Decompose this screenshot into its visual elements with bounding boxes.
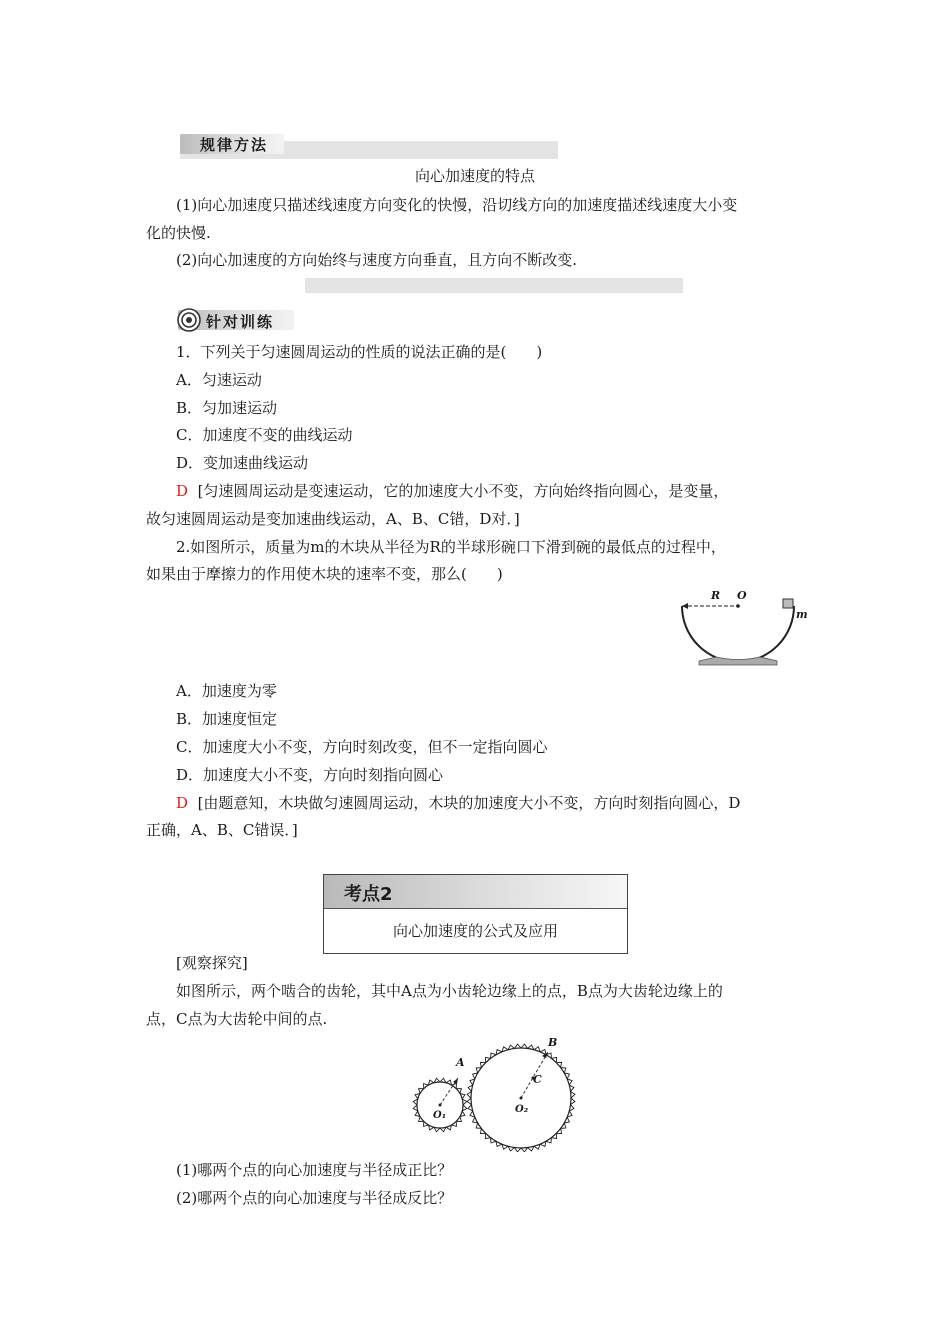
observe-heading: [观察探究] (176, 954, 248, 972)
observe-text-line2: 点，C点为大齿轮中间的点. (146, 1010, 328, 1028)
rule-title: 向心加速度的特点 (414, 167, 535, 185)
q1-answer: D (176, 482, 189, 500)
observe-text-line1: 如图所示，两个啮合的齿轮，其中A点为小齿轮边缘上的点，B点为大齿轮边缘上的 (176, 982, 723, 1000)
q2-option-c: C．加速度大小不变，方向时刻改变，但不一定指向圆心 (176, 738, 548, 756)
kaodian-box (323, 874, 628, 954)
gear-label-o1: O₁ (433, 1110, 447, 1121)
q1-stem: 1．下列关于匀速圆周运动的性质的说法正确的是( ) (176, 343, 543, 361)
rule-p2: (2)向心加速度的方向始终与速度方向垂直，且方向不断改变. (176, 251, 578, 269)
q2-explanation-line1 (176, 792, 740, 814)
observe-q2: (2)哪两个点的向心加速度与半径成反比？ (176, 1189, 453, 1207)
q2-option-a: A．加速度为零 (176, 682, 277, 700)
rule-p1-line2: 化的快慢. (146, 224, 211, 242)
kaodian-title: 向心加速度的公式及应用 (392, 922, 558, 940)
practice-tag: 针对训练 (206, 313, 275, 331)
gear-label-a: A (456, 1056, 465, 1069)
kaodian-header (324, 875, 627, 909)
q2-option-d: D．加速度大小不变，方向时刻指向圆心 (176, 766, 444, 784)
rule-tag: 规律方法 (200, 136, 269, 154)
gear-label-c: C (533, 1073, 542, 1086)
q1-explanation-line2: 故匀速圆周运动是变加速曲线运动，A、B、C错，D对．] (146, 510, 520, 528)
bowl-label-m: m (796, 608, 808, 621)
target-icon (177, 308, 201, 332)
q2-option-b: B．加速度恒定 (176, 710, 278, 728)
q2-stem-line2: 如果由于摩擦力的作用使木块的速率不变，那么( ) (146, 565, 503, 583)
observe-q1: (1)哪两个点的向心加速度与半径成正比？ (176, 1161, 453, 1179)
bowl-label-r: R (711, 589, 721, 602)
q2-explanation-text: [由题意知，木块做匀速圆周运动，木块的加速度大小不变，方向时刻指向圆心，D (197, 794, 741, 812)
q1-option-a: A．匀速运动 (176, 371, 262, 389)
divider-bar (305, 278, 683, 293)
gear-label-b: B (548, 1036, 558, 1049)
rule-p1-line1: (1)向心加速度只描述线速度方向变化的快慢，沿切线方向的加速度描述线速度大小变 (176, 196, 738, 214)
q2-answer: D (176, 794, 189, 812)
bowl-label-o: O (737, 589, 747, 602)
q1-explanation-text: [匀速圆周运动是变速运动，它的加速度大小不变，方向始终指向圆心，是变量， (197, 482, 729, 500)
gear-label-o2: O₂ (515, 1104, 529, 1115)
bowl-figure (668, 589, 818, 672)
gears-figure (405, 1034, 585, 1152)
q2-explanation-line2: 正确，A、B、C错误．] (146, 821, 298, 839)
q1-option-c: C．加速度不变的曲线运动 (176, 426, 353, 444)
q1-explanation-line1 (176, 480, 728, 502)
q1-option-d: D．变加速曲线运动 (176, 454, 309, 472)
q2-stem-line1: 2.如图所示，质量为m的木块从半径为R的半球形碗口下滑到碗的最低点的过程中， (176, 538, 726, 556)
kaodian-label: 考点2 (344, 884, 393, 905)
q1-option-b: B．匀加速运动 (176, 399, 278, 417)
